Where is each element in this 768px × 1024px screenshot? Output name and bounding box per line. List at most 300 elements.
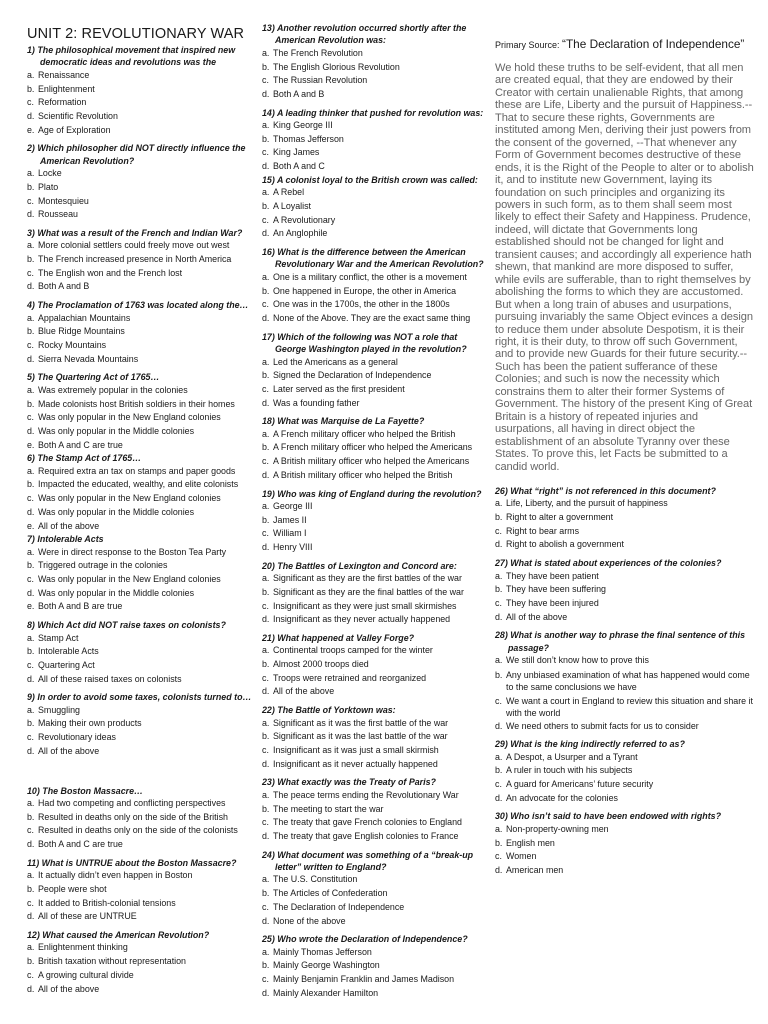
question-15: [262, 174, 490, 241]
option-letter: d.: [262, 397, 270, 408]
option-text: People were shot: [38, 883, 107, 894]
option-text: None of the above: [273, 915, 346, 926]
option-letter: b.: [495, 669, 503, 680]
option-text: It added to British-colonial tensions: [38, 897, 176, 908]
question-11: [27, 857, 259, 924]
primary-source-heading: [495, 36, 755, 53]
question-text: 19) Who was king of England during the revolution?: [262, 488, 482, 499]
answer-option: [262, 644, 490, 658]
option-letter: d.: [495, 539, 503, 550]
option-letter: b.: [27, 181, 35, 192]
option-letter: c.: [27, 195, 34, 206]
option-letter: d.: [27, 281, 35, 292]
option-letter: b.: [27, 718, 35, 729]
answer-option: [495, 597, 755, 611]
column-left: [27, 26, 259, 1001]
option-letter: c.: [495, 597, 502, 608]
option-letter: c.: [262, 214, 269, 225]
answer-option: [262, 830, 490, 844]
answer-option: [262, 285, 490, 299]
option-letter: a.: [495, 570, 503, 581]
option-text: All of the above: [38, 745, 100, 756]
option-text: Right to alter a government: [506, 512, 614, 523]
option-letter: c.: [262, 745, 269, 755]
option-letter: a.: [27, 942, 35, 953]
option-letter: d.: [262, 312, 270, 323]
option-text: The meeting to start the war: [273, 803, 384, 814]
answer-option: [27, 520, 259, 534]
option-letter: a.: [495, 498, 503, 509]
option-text: A Despot, a Usurper and a Tyrant: [506, 751, 638, 762]
answer-option: [27, 587, 259, 601]
option-text: The Articles of Confederation: [273, 888, 388, 899]
question-9: [27, 691, 259, 758]
option-text: Right to abolish a government: [506, 539, 624, 550]
option-letter: d.: [27, 983, 35, 994]
answer-option: [262, 901, 490, 915]
question-text: 7) Intolerable Acts: [27, 534, 104, 545]
option-letter: d.: [495, 864, 503, 875]
option-letter: e.: [27, 601, 35, 612]
option-text: Mainly Alexander Hamilton: [273, 987, 379, 998]
option-text: Non-property-owning men: [506, 823, 609, 834]
option-text: Both A and C are true: [38, 839, 123, 850]
question-text: 17) Which of the following was NOT a role that George Washington played in the revolution?: [262, 331, 467, 355]
option-letter: b.: [495, 765, 503, 776]
answer-option: [27, 546, 259, 560]
answer-option: [27, 811, 259, 825]
answer-option: [262, 61, 490, 75]
question-text: 18) What was Marquise de La Fayette?: [262, 416, 425, 427]
answer-option: [262, 672, 490, 686]
primary-source-text: We hold these truths to be self-evident, that all men are created equal, that they are endowed by their Creator with certain unalienable Rights, that among these are Life, Liberty and the pursuit of Happiness.--That to secure these rights, Governments are instituted among Men, deriving their just powers from the consent of the governed, --That whenever any Form of Government becomes destructive of these ends, it is the Right of the People to alter or to abolish it, and to institute new Government, laying its foundation on such principles and organizing its powers in such form, as to them shall seem most likely to effect their Safety and Happiness. Prudence, indeed, will dictate that Governments long established should not be changed for light and transient causes; and accordingly all experience hath shewn, that mankind are more disposed to suffer, while evils are sufferable, than to right themselves by abolishing the forms to which they are accustomed. But when a long train of abuses and usurpations, pursuing invariably the same Object evinces a design to reduce them under absolute Despotism, it is their right, it is their duty, to throw off such Government, and to provide new Guards for their future security.--Such has been the patient sufferance of these Colonies; and such is now the necessity which constrains them to alter their former Systems of Government. The history of the present King of Great Britain is a history of repeated injuries and usurpations, all having in direct object the establishment of an absolute Tyranny over these States. To prove this, let Facts be submitted to a candid world.: [495, 62, 754, 473]
option-letter: c.: [262, 528, 269, 539]
answer-option: [27, 731, 259, 745]
option-text: Women: [506, 851, 537, 862]
option-letter: b.: [262, 888, 270, 899]
option-letter: d.: [262, 987, 270, 998]
answer-option: [262, 383, 490, 397]
option-letter: a.: [27, 798, 35, 808]
option-letter: d.: [262, 830, 270, 841]
question-28: [495, 629, 755, 733]
column-middle: [262, 22, 490, 1005]
option-letter: d.: [27, 353, 35, 364]
option-text: We want a court in England to review this situation and share it with the world: [506, 695, 753, 719]
option-text: Smuggling: [38, 704, 80, 715]
option-letter: d.: [262, 686, 270, 697]
option-text: The peace terms ending the Revolutionary War: [273, 789, 459, 800]
option-letter: b.: [262, 61, 270, 72]
option-text: All of the above: [38, 983, 100, 994]
option-text: Was extremely popular in the colonies: [38, 384, 188, 395]
question-25: [262, 933, 490, 1000]
option-letter: d.: [262, 161, 270, 172]
question-text: 29) What is the king indirectly referred to as?: [495, 739, 685, 750]
question-text: 3) What was a result of the French and Indian War?: [27, 227, 243, 238]
option-text: Sierra Nevada Mountains: [38, 353, 139, 364]
option-text: Revolutionary ideas: [38, 732, 116, 743]
option-text: Plato: [38, 181, 59, 192]
question-text: 8) Which Act did NOT raise taxes on colonists?: [27, 620, 226, 631]
option-text: A British military officer who helped the British: [273, 469, 453, 480]
answer-option: [262, 987, 490, 1001]
answer-option: [262, 227, 490, 241]
answer-option: [27, 983, 259, 997]
option-text: Quartering Act: [38, 659, 95, 670]
option-letter: e.: [27, 520, 35, 531]
answer-option: [262, 119, 490, 133]
option-letter: a.: [27, 632, 35, 643]
answer-option: [27, 465, 259, 479]
option-letter: a.: [262, 271, 270, 282]
option-letter: b.: [27, 646, 35, 657]
question-text: 22) The Battle of Yorktown was:: [262, 705, 396, 716]
answer-option: [262, 586, 490, 600]
option-text: A Revolutionary: [273, 214, 336, 225]
option-text: Rousseau: [38, 209, 78, 220]
option-letter: a.: [262, 120, 270, 131]
answer-option: [27, 645, 259, 659]
answer-option: [262, 959, 490, 973]
option-text: All of the above: [506, 611, 568, 622]
option-text: An advocate for the colonies: [506, 792, 618, 803]
answer-option: [262, 541, 490, 555]
answer-option: [495, 525, 755, 539]
option-text: A French military officer who helped the Americans: [273, 442, 473, 453]
option-text: One is a military conflict, the other is a movement: [273, 271, 467, 282]
option-text: We need others to submit facts for us to consider: [506, 720, 699, 731]
question-text: 1) The philosophical movement that inspired new democratic ideas and revolutions was the: [27, 45, 236, 68]
option-text: Was only popular in the Middle colonies: [38, 506, 195, 517]
answer-option: [27, 600, 259, 614]
page-title: UNIT 2: REVOLUTIONARY WAR: [27, 26, 245, 42]
option-text: The French increased presence in North America: [38, 254, 232, 265]
answer-option: [262, 47, 490, 61]
answer-option: [262, 572, 490, 586]
answer-option: [262, 758, 490, 772]
option-text: Significant as it was the first battle of the war: [273, 717, 449, 728]
option-text: Reformation: [38, 97, 87, 108]
answer-option: [262, 397, 490, 411]
primary-source-label: Primary Source:: [495, 40, 560, 50]
option-text: It actually didn’t even happen in Boston: [38, 870, 193, 881]
answer-option: [27, 717, 259, 731]
option-letter: c.: [262, 383, 269, 394]
option-letter: c.: [262, 600, 269, 611]
option-letter: a.: [262, 47, 270, 58]
option-text: A ruler in touch with his subjects: [506, 765, 633, 776]
option-letter: a.: [495, 823, 503, 834]
question-17: [262, 331, 490, 411]
option-letter: d.: [27, 587, 35, 598]
option-letter: b.: [27, 811, 35, 822]
option-text: The Russian Revolution: [273, 75, 368, 86]
answer-option: [27, 267, 259, 281]
option-text: British taxation without representation: [38, 956, 186, 967]
option-letter: d.: [495, 720, 503, 731]
option-letter: d.: [262, 758, 270, 769]
option-text: A growing cultural divide: [38, 969, 134, 980]
answer-option: [262, 441, 490, 455]
option-letter: c.: [27, 339, 34, 350]
answer-option: [27, 425, 259, 439]
option-text: Mainly George Washington: [273, 960, 380, 971]
answer-option: [262, 600, 490, 614]
option-text: Both A and B: [273, 88, 325, 99]
option-letter: a.: [27, 870, 35, 881]
question-6: [27, 452, 259, 533]
answer-option: [27, 704, 259, 718]
answer-option: [262, 873, 490, 887]
option-text: Locke: [38, 168, 62, 179]
option-letter: a.: [495, 751, 503, 762]
option-letter: b.: [262, 960, 270, 971]
option-text: A French military officer who helped the British: [273, 428, 456, 439]
answer-option: [262, 514, 490, 528]
answer-option: [262, 816, 490, 830]
option-letter: b.: [262, 803, 270, 814]
option-text: Enlightenment thinking: [38, 942, 128, 953]
option-letter: a.: [262, 717, 270, 728]
question-text: 10) The Boston Massacre…: [27, 785, 143, 796]
answer-option: [27, 96, 259, 110]
answer-option: [262, 369, 490, 383]
option-text: The Declaration of Independence: [273, 901, 405, 912]
option-letter: b.: [262, 731, 270, 742]
answer-option: [27, 398, 259, 412]
option-text: More colonial settlers could freely move out west: [38, 240, 230, 251]
option-text: King George III: [273, 120, 333, 131]
question-text: 2) Which philosopher did NOT directly influence the American Revolution?: [27, 143, 246, 166]
option-text: Almost 2000 troops died: [273, 659, 369, 670]
option-letter: a.: [262, 946, 270, 957]
option-text: Significant as it was the last battle of the war: [273, 731, 448, 742]
option-text: King James: [273, 147, 320, 158]
option-text: Mainly Thomas Jefferson: [273, 946, 372, 957]
answer-option: [262, 356, 490, 370]
option-text: Was only popular in the Middle colonies: [38, 587, 195, 598]
question-text: 6) The Stamp Act of 1765…: [27, 453, 142, 464]
answer-option: [495, 511, 755, 525]
option-letter: c.: [27, 659, 34, 670]
question-24: [262, 849, 490, 929]
option-text: Made colonists host British soldiers in their homes: [38, 398, 235, 409]
answer-option: [262, 186, 490, 200]
option-letter: d.: [262, 614, 270, 625]
option-text: Appalachian Mountains: [38, 312, 131, 323]
option-letter: a.: [495, 655, 503, 666]
answer-option: [27, 632, 259, 646]
answer-option: [495, 611, 755, 625]
option-text: American men: [506, 864, 564, 875]
option-letter: c.: [27, 412, 34, 423]
option-letter: c.: [262, 817, 269, 828]
option-letter: c.: [27, 574, 34, 585]
answer-option: [262, 312, 490, 326]
option-text: Insignificant as they never actually happened: [273, 614, 451, 625]
answer-option: [27, 253, 259, 267]
answer-option: [27, 208, 259, 222]
option-text: The French Revolution: [273, 47, 363, 58]
option-letter: d.: [262, 542, 270, 553]
option-text: We still don’t know how to prove this: [506, 655, 649, 666]
answer-option: [495, 837, 755, 851]
answer-option: [262, 428, 490, 442]
question-text: 15) A colonist loyal to the British crown was called:: [262, 174, 478, 185]
option-letter: b.: [262, 200, 270, 211]
option-text: Was a founding father: [273, 397, 360, 408]
option-letter: b.: [27, 956, 35, 967]
answer-option: [27, 384, 259, 398]
answer-option: [495, 850, 755, 864]
option-letter: e.: [27, 439, 35, 450]
option-text: All of these raised taxes on colonists: [38, 673, 182, 684]
question-16: [262, 246, 490, 326]
answer-option: [27, 239, 259, 253]
question-text: 12) What caused the American Revolution?: [27, 930, 210, 941]
question-26: [495, 485, 755, 552]
option-text: An Anglophile: [273, 228, 328, 239]
question-3: [27, 227, 259, 294]
answer-option: [262, 915, 490, 929]
option-text: Troops were retrained and reorganized: [273, 672, 427, 683]
question-29: [495, 738, 755, 805]
answer-option: [262, 298, 490, 312]
option-text: Montesquieu: [38, 195, 89, 206]
answer-option: [262, 74, 490, 88]
answer-option: [27, 83, 259, 97]
option-text: Any unbiased examination of what has happened would come to the same conclusions we have: [506, 669, 750, 693]
option-letter: a.: [262, 645, 270, 656]
answer-option: [27, 910, 259, 924]
option-text: Later served as the first president: [273, 383, 405, 394]
option-text: Enlightenment: [38, 83, 95, 94]
option-letter: c.: [262, 75, 269, 86]
answer-option: [27, 797, 259, 811]
question-text: 24) What document was something of a “break-up letter” written to England?: [262, 849, 474, 873]
option-text: They have been patient: [506, 570, 599, 581]
answer-option: [27, 339, 259, 353]
answer-option: [495, 497, 755, 511]
option-letter: d.: [262, 915, 270, 926]
option-letter: a.: [27, 704, 35, 715]
option-text: William I: [273, 528, 307, 539]
option-text: Age of Exploration: [38, 124, 111, 135]
answer-option: [495, 778, 755, 792]
option-letter: a.: [262, 356, 270, 367]
answer-option: [495, 864, 755, 878]
question-14: [262, 107, 490, 174]
question-19: [262, 488, 490, 555]
option-text: Significant as they are the first battles of the war: [273, 573, 462, 584]
option-text: A British military officer who helped the Americans: [273, 456, 470, 467]
option-text: Insignificant as they were just small skirmishes: [273, 600, 457, 611]
option-letter: c.: [27, 732, 34, 743]
option-letter: a.: [262, 874, 270, 885]
answer-option: [262, 214, 490, 228]
answer-option: [27, 167, 259, 181]
answer-option: [262, 527, 490, 541]
answer-option: [27, 941, 259, 955]
option-letter: d.: [27, 506, 35, 517]
primary-source-title: “The Declaration of Independence”: [562, 37, 745, 51]
option-text: Resulted in deaths only on the side of the colonists: [38, 825, 238, 836]
option-letter: b.: [262, 285, 270, 296]
answer-option: [495, 570, 755, 584]
question-list: [495, 485, 755, 878]
option-text: Life, Liberty, and the pursuit of happiness: [506, 498, 668, 509]
option-text: All of the above: [38, 520, 100, 531]
option-letter: c.: [262, 672, 269, 683]
option-text: Resulted in deaths only on the side of the British: [38, 811, 228, 822]
option-letter: d.: [27, 911, 35, 922]
answer-option: [27, 745, 259, 759]
option-letter: d.: [27, 209, 35, 220]
option-text: None of the Above. They are the exact same thing: [273, 312, 471, 323]
question-list: [27, 44, 259, 996]
answer-option: [262, 717, 490, 731]
option-letter: d.: [27, 425, 35, 436]
option-letter: c.: [495, 525, 502, 536]
option-letter: d.: [262, 228, 270, 239]
question-text: 25) Who wrote the Declaration of Independence?: [262, 934, 468, 945]
answer-option: [262, 455, 490, 469]
option-text: A guard for Americans’ future security: [506, 779, 654, 790]
option-letter: a.: [262, 573, 270, 584]
answer-option: [262, 658, 490, 672]
option-text: Intolerable Acts: [38, 646, 99, 657]
answer-option: [262, 133, 490, 147]
option-letter: c.: [495, 695, 502, 706]
answer-option: [262, 685, 490, 699]
question-text: 5) The Quartering Act of 1765…: [27, 372, 160, 383]
option-letter: d.: [27, 745, 35, 756]
answer-option: [262, 946, 490, 960]
option-letter: b.: [262, 659, 270, 670]
option-letter: b.: [27, 83, 35, 94]
option-text: Rocky Mountains: [38, 339, 107, 350]
option-text: Mainly Benjamin Franklin and James Madison: [273, 974, 455, 985]
answer-option: [27, 969, 259, 983]
option-letter: a.: [262, 428, 270, 439]
option-letter: d.: [27, 110, 35, 121]
question-text: 21) What happened at Valley Forge?: [262, 632, 415, 643]
option-letter: b.: [495, 837, 503, 848]
question-text: 13) Another revolution occurred shortly after the American Revolution was:: [262, 23, 467, 46]
answer-option: [262, 789, 490, 803]
option-letter: b.: [262, 133, 270, 144]
option-text: Both A and B are true: [38, 601, 123, 612]
option-text: Thomas Jefferson: [273, 133, 344, 144]
answer-option: [27, 181, 259, 195]
option-letter: b.: [262, 442, 270, 453]
option-letter: b.: [495, 512, 503, 523]
answer-option: [27, 955, 259, 969]
question-5: [27, 371, 259, 452]
option-letter: c.: [495, 779, 502, 790]
option-letter: e.: [27, 124, 35, 135]
question-text: 28) What is another way to phrase the final sentence of this passage?: [495, 630, 746, 653]
option-letter: d.: [27, 673, 35, 684]
question-21: [262, 632, 490, 699]
answer-option: [27, 478, 259, 492]
option-letter: b.: [27, 398, 35, 409]
option-letter: c.: [27, 493, 34, 504]
option-text: A Loyalist: [273, 200, 311, 211]
option-text: English men: [506, 837, 555, 848]
question-text: 23) What exactly was the Treaty of Paris?: [262, 777, 436, 788]
